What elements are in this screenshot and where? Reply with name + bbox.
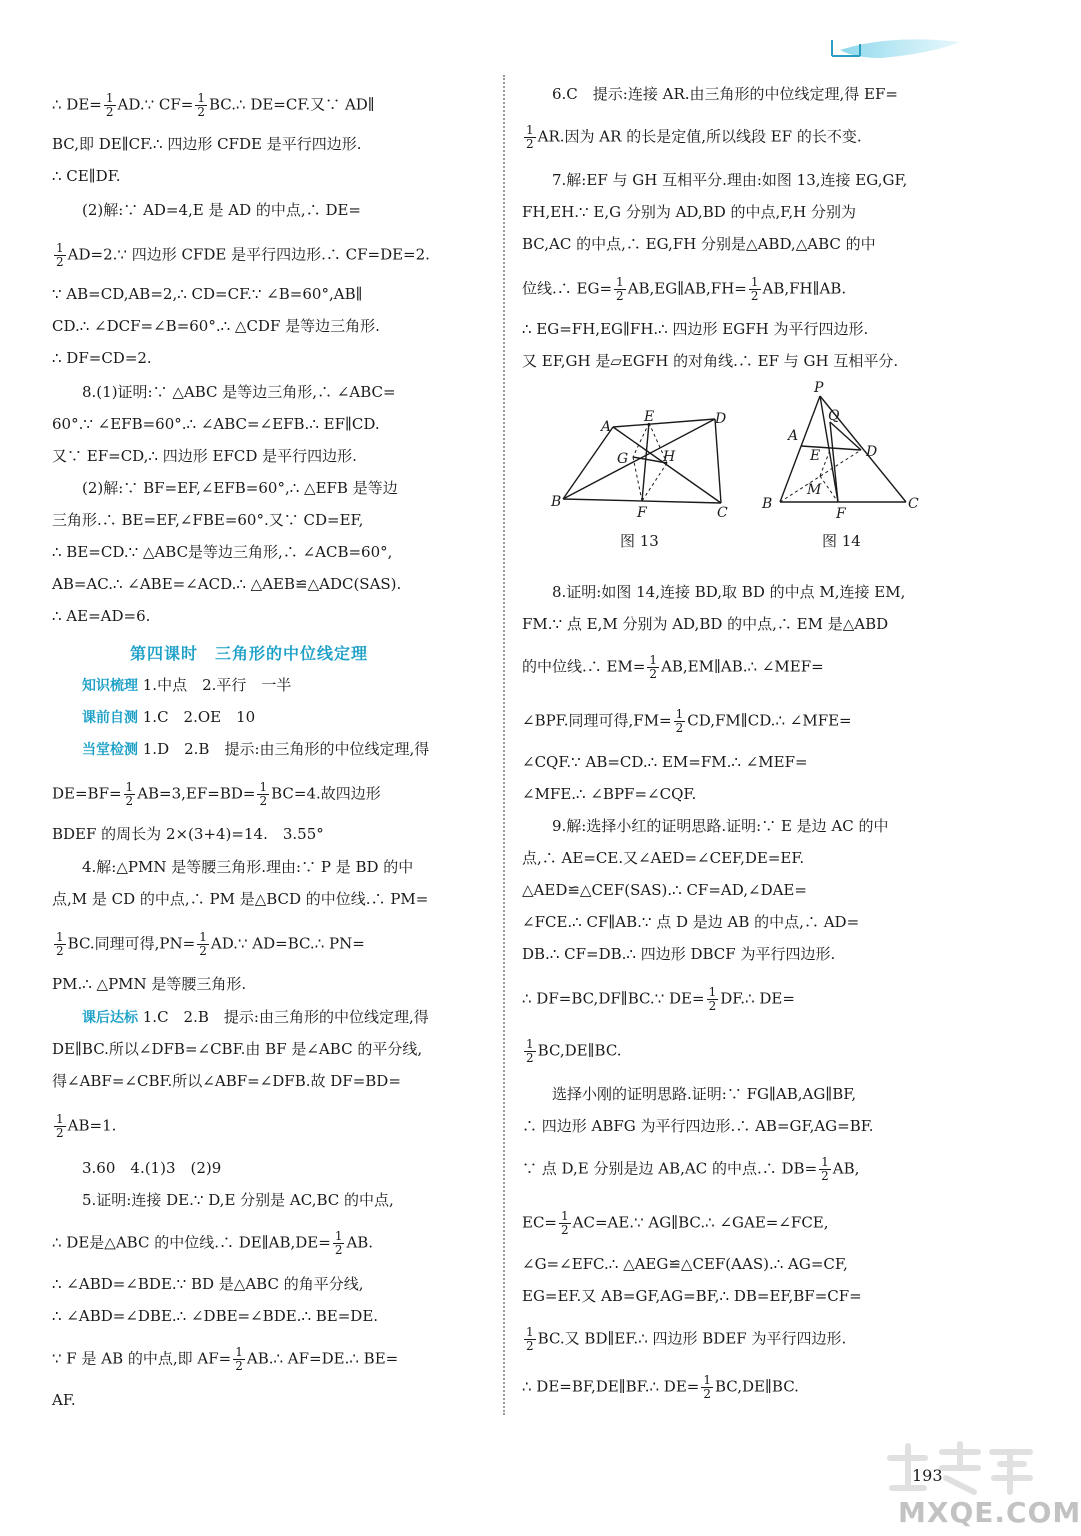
text-line: 又∵ EF=CD,∴ 四边形 EFCD 是平行四边形. [52, 447, 357, 465]
segment-AC [613, 427, 721, 503]
fraction: $\frac{1}{2}$ [675, 707, 684, 735]
text-line: (2)解:∵ AD=4,E 是 AD 的中点,∴ DE= [82, 201, 362, 219]
label-B: B [551, 494, 562, 510]
label-D: D [866, 444, 878, 460]
text-line: ∴ CE∥DF. [52, 167, 121, 185]
text-line: ∠FCE.∴ CF∥AB.∵ 点 D 是边 AB 的中点,∴ AD= [522, 913, 860, 931]
text-line: ∴ ∠ABD=∠DBE.∴ ∠DBE=∠BDE.∴ BE=DE. [52, 1307, 379, 1325]
text-line: BDEF 的周长为 2×(3+4)=14. 3.55° [52, 825, 324, 843]
header-decoration [820, 28, 970, 68]
text-line: ∠G=∠EFC.∴ △AEG≌△CEF(AAS).∴ AG=CF, [522, 1255, 848, 1273]
text-line: $\frac{1}{2}$ AD=2.∵ 四边形 CFDE 是平行四边形.∴ CF=DE=2. [56, 241, 430, 269]
watermark-text: MXQE.COM [898, 1496, 1081, 1529]
text-line: AB=AC.∴ ∠ABE=∠ACD.∴ △AEB≌△ADC(SAS). [52, 575, 402, 593]
text-line: 9.解:选择小红的证明思路.证明:∵ E 是边 AC 的中 [552, 817, 889, 835]
text-line: $\frac{1}{2}$ BC.同理可得,PN= $\frac{1}{2}$ AD.∵ AD=BC.∴ PN= [56, 930, 365, 958]
text-line: ∴ DF=CD=2. [52, 349, 152, 367]
figure-caption: 图 13 [620, 532, 659, 550]
text-line: FH,EH.∵ E,G 分别为 AD,BD 的中点,F,H 分别为 [522, 203, 856, 221]
text-line: ∴ ∠ABD=∠BDE.∵ BD 是△ABC 的角平分线, [52, 1275, 364, 1293]
label-C: C [717, 505, 728, 521]
text-line: 课前自测 1.C 2.OE 10 [82, 708, 256, 726]
text-line: 知识梳理 1.中点 2.平行 一半 [82, 676, 292, 694]
text-line: DE=BF= $\frac{1}{2}$ AB=3,EF=BD= $\frac{1}{2}$ BC=4.故四边形 [52, 780, 381, 808]
text-line: $\frac{1}{2}$ BC,DE∥BC. [526, 1037, 622, 1065]
fraction: $\frac{1}{2}$ [526, 1037, 534, 1065]
label-B: B [762, 496, 773, 512]
label-F: F [836, 506, 846, 522]
label-M: M [807, 482, 822, 498]
text-line: 4.解:△PMN 是等腰三角形.理由:∵ P 是 BD 的中 [82, 858, 414, 876]
label-A: A [601, 419, 612, 435]
text-line: 的中位线.∴ EM= $\frac{1}{2}$ AB,EM∥AB.∴ ∠MEF= [522, 653, 824, 681]
text-line: EC= $\frac{1}{2}$ AC=AE.∵ AG∥BC.∴ ∠GAE=∠FCE, [522, 1209, 829, 1237]
text-line: 课后达标 1.C 2.B 提示:由三角形的中位线定理,得 [82, 1008, 429, 1026]
text-line: BC,AC 的中点,∴ EG,FH 分别是△ABD,△ABC 的中 [522, 235, 876, 253]
text-line: AF. [52, 1391, 76, 1409]
text-line: ∴ DF=BC,DF∥BC.∵ DE= $\frac{1}{2}$ DF.∴ DE= [522, 985, 795, 1013]
fraction: $\frac{1}{2}$ [105, 91, 114, 119]
segment-FH [642, 463, 667, 501]
text-line: ∴ BE=CD.∵ △ABC是等边三角形,∴ ∠ACB=60°, [52, 543, 393, 561]
segment-AB [563, 427, 613, 499]
text-line: 得∠ABF=∠CBF.所以∠ABF=∠DFB.故 DF=BD= [52, 1072, 401, 1090]
label-H: H [663, 449, 676, 465]
text-line: 又 EF,GH 是▱EGFH 的对角线.∴ EF 与 GH 互相平分. [522, 352, 899, 370]
text-line: ∴ DE= $\frac{1}{2}$ AD.∵ CF= $\frac{1}{2}$ BC.∴ DE=CF.又∵ AD∥ [52, 91, 375, 119]
segment-DC [715, 419, 721, 503]
fraction: $\frac{1}{2}$ [235, 1345, 243, 1373]
tag-label: 课前自测 [82, 710, 138, 726]
fraction: $\frac{1}{2}$ [703, 1373, 711, 1401]
tag-label: 知识梳理 [82, 678, 138, 694]
text-line: 当堂检测 1.D 2.B 提示:由三角形的中位线定理,得 [82, 740, 430, 758]
segment-AD [613, 419, 715, 427]
text-line: 3.60 4.(1)3 (2)9 [82, 1159, 222, 1177]
text-line: BC,即 DE∥CF.∴ 四边形 CFDE 是平行四边形. [52, 135, 362, 153]
fraction: $\frac{1}{2}$ [616, 275, 624, 303]
label-P: P [814, 380, 824, 396]
fraction: $\frac{1}{2}$ [56, 930, 64, 958]
fraction: $\frac{1}{2}$ [56, 241, 64, 269]
label-F: F [637, 505, 647, 521]
text-line: DE∥BC.所以∠DFB=∠CBF.由 BF 是∠ABC 的平分线, [52, 1040, 423, 1058]
text-line: (2)解:∵ BF=EF,∠EFB=60°,∴ △EFB 是等边 [82, 479, 398, 497]
text-line: $\frac{1}{2}$ AB=1. [56, 1112, 117, 1140]
text-line: 点,∴ AE=CE.又∠AED=∠CEF,DE=EF. [522, 849, 805, 867]
text-line: 8.(1)证明:∵ △ABC 是等边三角形,∴ ∠ABC= [82, 383, 396, 401]
figure-caption: 图 14 [822, 532, 861, 550]
text-line: 位线.∴ EG= $\frac{1}{2}$ AB,EG∥AB,FH= $\frac{1}{2}$ AB,FH∥AB. [522, 275, 847, 303]
segment-AD-side [830, 422, 861, 450]
text-line: 60°.∵ ∠EFB=60°.∴ ∠ABC=∠EFB.∴ EF∥CD. [52, 415, 380, 433]
text-line: ∴ 四边形 ABFG 为平行四边形.∴ AB=GF,AG=BF. [522, 1117, 874, 1135]
text-line: 6.C 提示:连接 AR.由三角形的中位线定理,得 EF= [552, 85, 898, 103]
fraction: $\frac{1}{2}$ [821, 1155, 829, 1183]
text-line: △AED≌△CEF(SAS).∴ CF=AD,∠DAE= [522, 881, 807, 899]
fraction: $\frac{1}{2}$ [526, 123, 534, 151]
fraction: $\frac{1}{2}$ [708, 985, 717, 1013]
label-C: C [908, 496, 919, 512]
text-line: ∴ DE=BF,DE∥BF.∴ DE= $\frac{1}{2}$ BC,DE∥BC. [522, 1373, 799, 1401]
fraction: $\frac{1}{2}$ [56, 1112, 64, 1140]
fraction: $\frac{1}{2}$ [750, 275, 759, 303]
fraction: $\frac{1}{2}$ [125, 780, 134, 808]
text-line: ∵ 点 D,E 分别是边 AB,AC 的中点.∴ DB= $\frac{1}{2}$ AB, [522, 1155, 860, 1183]
text-line: ∠MFE.∴ ∠BPF=∠CQF. [522, 785, 697, 803]
figure-13 [545, 405, 745, 525]
section-title: 第四课时 三角形的中位线定理 [130, 644, 369, 663]
label-G: G [617, 451, 629, 467]
label-E: E [810, 448, 821, 464]
text-line: $\frac{1}{2}$ AR.因为 AR 的长是定值,所以线段 EF 的长不变. [526, 123, 862, 151]
text-line: DB.∴ CF=DB.∴ 四边形 DBCF 为平行四边形. [522, 945, 836, 963]
text-line: ∴ DE是△ABC 的中位线.∴ DE∥AB,DE= $\frac{1}{2}$ AB. [52, 1229, 374, 1257]
text-line: FM.∵ 点 E,M 分别为 AD,BD 的中点,∴ EM 是△ABD [522, 615, 889, 633]
figure-14 [758, 378, 928, 528]
tag-label: 当堂检测 [82, 742, 138, 758]
label-A: A [788, 428, 799, 444]
text-line: 8.证明:如图 14,连接 BD,取 BD 的中点 M,连接 EM, [552, 583, 906, 601]
text-line: ∠CQF.∵ AB=CD.∴ EM=FM.∴ ∠MEF= [522, 753, 808, 771]
fraction: $\frac{1}{2}$ [561, 1209, 569, 1237]
page-number: 193 [912, 1466, 943, 1485]
text-line: 7.解:EF 与 GH 互相平分.理由:如图 13,连接 EG,GF, [552, 171, 908, 189]
text-line: CD.∴ ∠DCF=∠B=60°.∴ △CDF 是等边三角形. [52, 317, 380, 335]
fraction: $\frac{1}{2}$ [197, 91, 205, 119]
tag-label: 课后达标 [82, 1010, 138, 1026]
text-line: 三角形.∴ BE=EF,∠FBE=60°.又∵ CD=EF, [52, 511, 364, 529]
fraction: $\frac{1}{2}$ [649, 653, 658, 681]
label-E: E [644, 409, 655, 425]
column-divider [503, 75, 505, 1415]
text-line: 选择小刚的证明思路.证明:∵ FG∥AB,AG∥BF, [552, 1085, 857, 1103]
text-line: ∵ F 是 AB 的中点,即 AF= $\frac{1}{2}$ AB.∴ AF=DE.∴ BE= [52, 1345, 399, 1373]
label-D: D [715, 411, 727, 427]
segment-GF [633, 457, 642, 501]
text-line: PM.∴ △PMN 是等腰三角形. [52, 975, 247, 993]
text-line: ∴ AE=AD=6. [52, 607, 151, 625]
fraction: $\frac{1}{2}$ [259, 780, 268, 808]
text-line: ∴ EG=FH,EG∥FH.∴ 四边形 EGFH 为平行四边形. [522, 320, 869, 338]
text-line: ∵ AB=CD,AB=2,∴ CD=CF.∵ ∠B=60°,AB∥ [52, 285, 363, 303]
fraction: $\frac{1}{2}$ [526, 1325, 534, 1353]
text-line: EG=EF.又 AB=GF,AG=BF,∴ DB=EF,BF=CF= [522, 1287, 862, 1305]
text-line: 点,M 是 CD 的中点,∴ PM 是△BCD 的中位线.∴ PM= [52, 890, 429, 908]
label-Q: Q [828, 408, 840, 424]
segment-EM [820, 450, 830, 476]
fraction: $\frac{1}{2}$ [334, 1229, 343, 1257]
text-line: $\frac{1}{2}$ BC.又 BD∥EF.∴ 四边形 BDEF 为平行四边形. [526, 1325, 847, 1353]
fraction: $\frac{1}{2}$ [199, 930, 207, 958]
text-line: 5.证明:连接 DE.∵ D,E 分别是 AC,BC 的中点, [82, 1191, 394, 1209]
text-line: ∠BPF.同理可得,FM= $\frac{1}{2}$ CD,FM∥CD.∴ ∠MFE= [522, 707, 852, 735]
